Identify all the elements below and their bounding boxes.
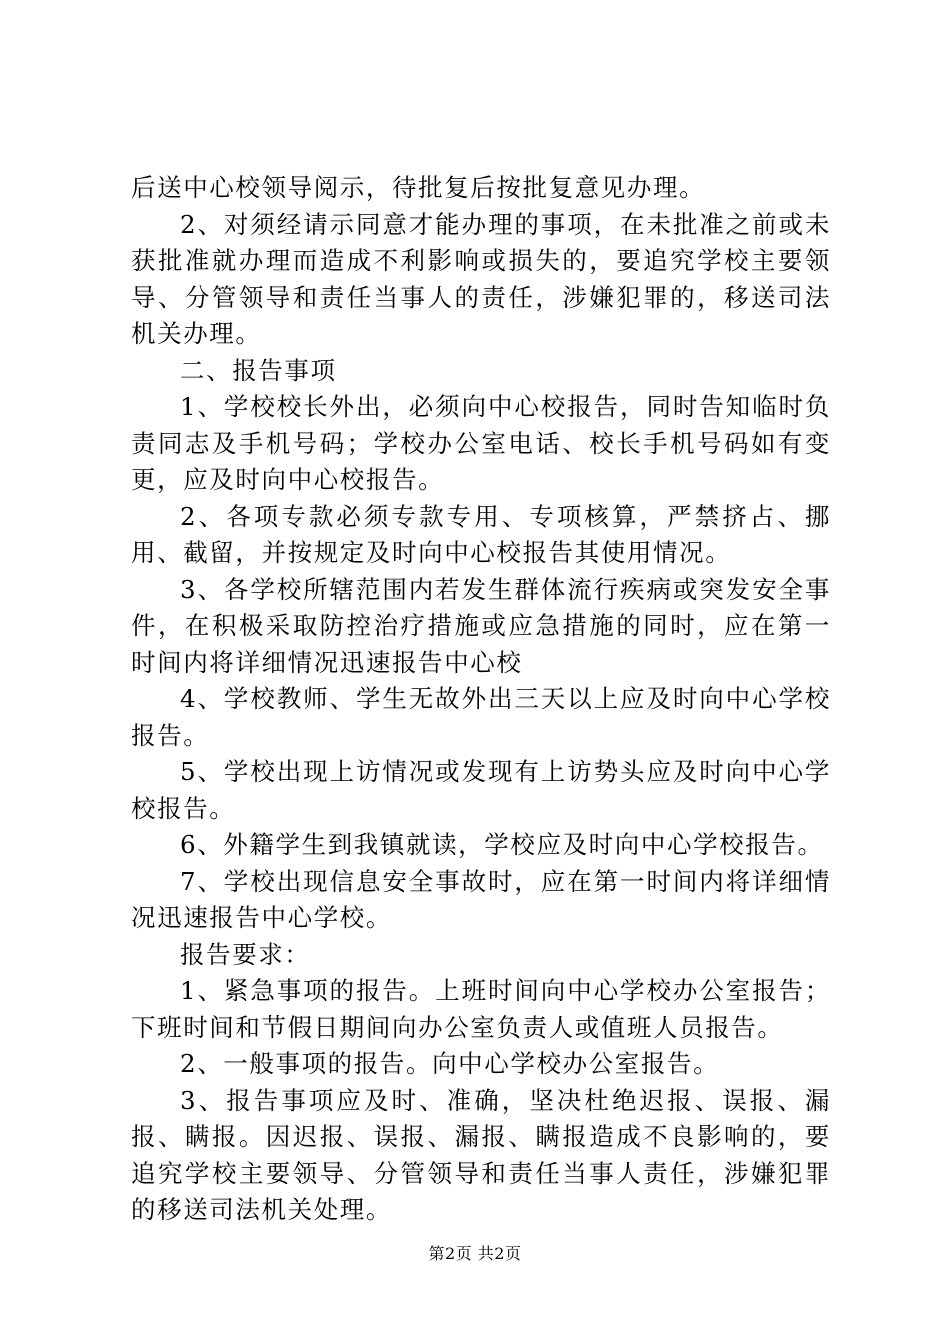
paragraph-continuation: 后送中心校领导阅示，待批复后按批复意见办理。 — [131, 173, 706, 202]
paragraph-report-item-3: 3、各学校所辖范围内若发生群体流行疾病或突发安全事件，在积极采取防控治疗措施或应急措施的同时，应在第一时间内将详细情况迅速报告中心校 — [131, 574, 831, 677]
paragraph-requirement-2: 2、一般事项的报告。向中心学校办公室报告。 — [180, 1049, 720, 1078]
paragraph-report-item-2: 2、各项专款必须专款专用、专项核算，严禁挤占、挪用、截留，并按规定及时向中心校报告其使用情况。 — [131, 501, 831, 567]
paragraph-requirement-1: 1、紧急事项的报告。上班时间向中心学校办公室报告；下班时间和节假日期间向办公室负责人或值班人员报告。 — [131, 976, 831, 1042]
section-heading-report-requirements: 报告要求： — [180, 939, 311, 969]
page-number-footer: 第2页 共2页 — [428, 1244, 522, 1263]
paragraph-item-2-approval: 2、对须经请示同意才能办理的事项，在未批准之前或未获批准就办理而造成不利影响或损失的，要追究学校主要领导、分管领导和责任当事人的责任，涉嫌犯罪的，移送司法机关办理。 — [131, 209, 831, 348]
paragraph-report-item-7: 7、学校出现信息安全事故时，应在第一时间内将详细情况迅速报告中心学校。 — [131, 866, 831, 932]
paragraph-report-item-5: 5、学校出现上访情况或发现有上访势头应及时向中心学校报告。 — [131, 757, 831, 823]
section-heading-report-items: 二、报告事项 — [180, 355, 337, 385]
paragraph-report-item-6: 6、外籍学生到我镇就读，学校应及时向中心学校报告。 — [180, 830, 824, 859]
paragraph-report-item-1: 1、学校校长外出，必须向中心校报告，同时告知临时负责同志及手机号码；学校办公室电话、校长手机号码如有变更，应及时向中心校报告。 — [131, 392, 831, 494]
document-body — [131, 170, 831, 1229]
paragraph-report-item-4: 4、学校教师、学生无故外出三天以上应及时向中心学校报告。 — [131, 684, 831, 750]
paragraph-requirement-3: 3、报告事项应及时、准确，坚决杜绝迟报、误报、漏报、瞒报。因迟报、误报、漏报、瞒报造成不良影响的，要追究学校主要领导、分管领导和责任当事人责任，涉嫌犯罪的移送司法机关处理。 — [131, 1085, 831, 1224]
